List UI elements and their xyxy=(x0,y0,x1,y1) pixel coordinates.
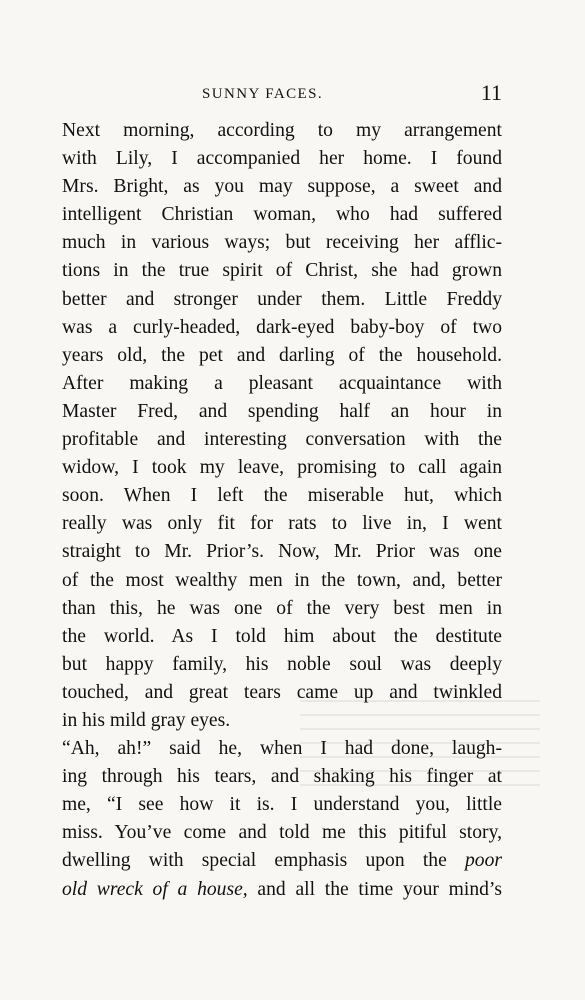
italic-text: old wreck of a house, xyxy=(62,878,248,900)
text-line: straight to Mr. Prior’s. Now, Mr. Prior was one xyxy=(62,541,502,563)
text-line: with Lily, I accompanied her home. I found xyxy=(62,148,502,170)
text-line: “Ah, ah!” said he, when I had done, laugh- xyxy=(62,738,502,760)
body-text xyxy=(62,117,502,904)
text-line: better and stronger under them. Little Freddy xyxy=(62,288,502,310)
text-line: soon. When I left the miserable hut, which xyxy=(62,485,502,507)
text-line: years old, the pet and darling of the household. xyxy=(62,344,502,366)
text-line xyxy=(62,847,502,875)
text-line: miss. You’ve come and told me this pitiful story, xyxy=(62,822,502,844)
text-line: intelligent Christian woman, who had suffered xyxy=(62,204,502,226)
running-title: SUNNY FACES. xyxy=(202,86,323,102)
text-line: profitable and interesting conversation with the xyxy=(62,429,502,451)
text-line: After making a pleasant acquaintance with xyxy=(62,372,502,394)
text-line: ing through his tears, and shaking his finger at xyxy=(62,766,502,788)
running-head xyxy=(62,80,502,110)
text-segment: dwelling with special emphasis upon the xyxy=(62,850,447,872)
text-line: Master Fred, and spending half an hour in xyxy=(62,400,502,422)
text-line: of the most wealthy men in the town, and, better xyxy=(62,569,502,591)
text-line: in his mild gray eyes. xyxy=(62,709,231,731)
page-number: 11 xyxy=(480,80,502,105)
italic-text: poor xyxy=(464,850,502,872)
text-segment: and all the time your mind’s xyxy=(257,878,502,900)
text-line: me, “I see how it is. I understand you, little xyxy=(62,794,502,816)
text-line: tions in the true spirit of Christ, she had grown xyxy=(62,260,502,282)
text-line: Next morning, according to my arrangement xyxy=(62,120,502,141)
text-line: Mrs. Bright, as you may suppose, a sweet and xyxy=(62,176,502,198)
text-line: touched, and great tears came up and twinkled xyxy=(62,681,502,703)
text-line xyxy=(62,876,502,904)
text-line: than this, he was one of the very best men in xyxy=(62,597,502,619)
text-line: was a curly-headed, dark-eyed baby-boy of two xyxy=(62,316,502,338)
text-line: widow, I took my leave, promising to call again xyxy=(62,457,502,479)
text-line: much in various ways; but receiving her afflic- xyxy=(62,232,502,254)
text-line: really was only fit for rats to live in, I went xyxy=(62,513,502,535)
text-line: but happy family, his noble soul was deeply xyxy=(62,653,502,675)
text-line: the world. As I told him about the destitute xyxy=(62,625,502,647)
